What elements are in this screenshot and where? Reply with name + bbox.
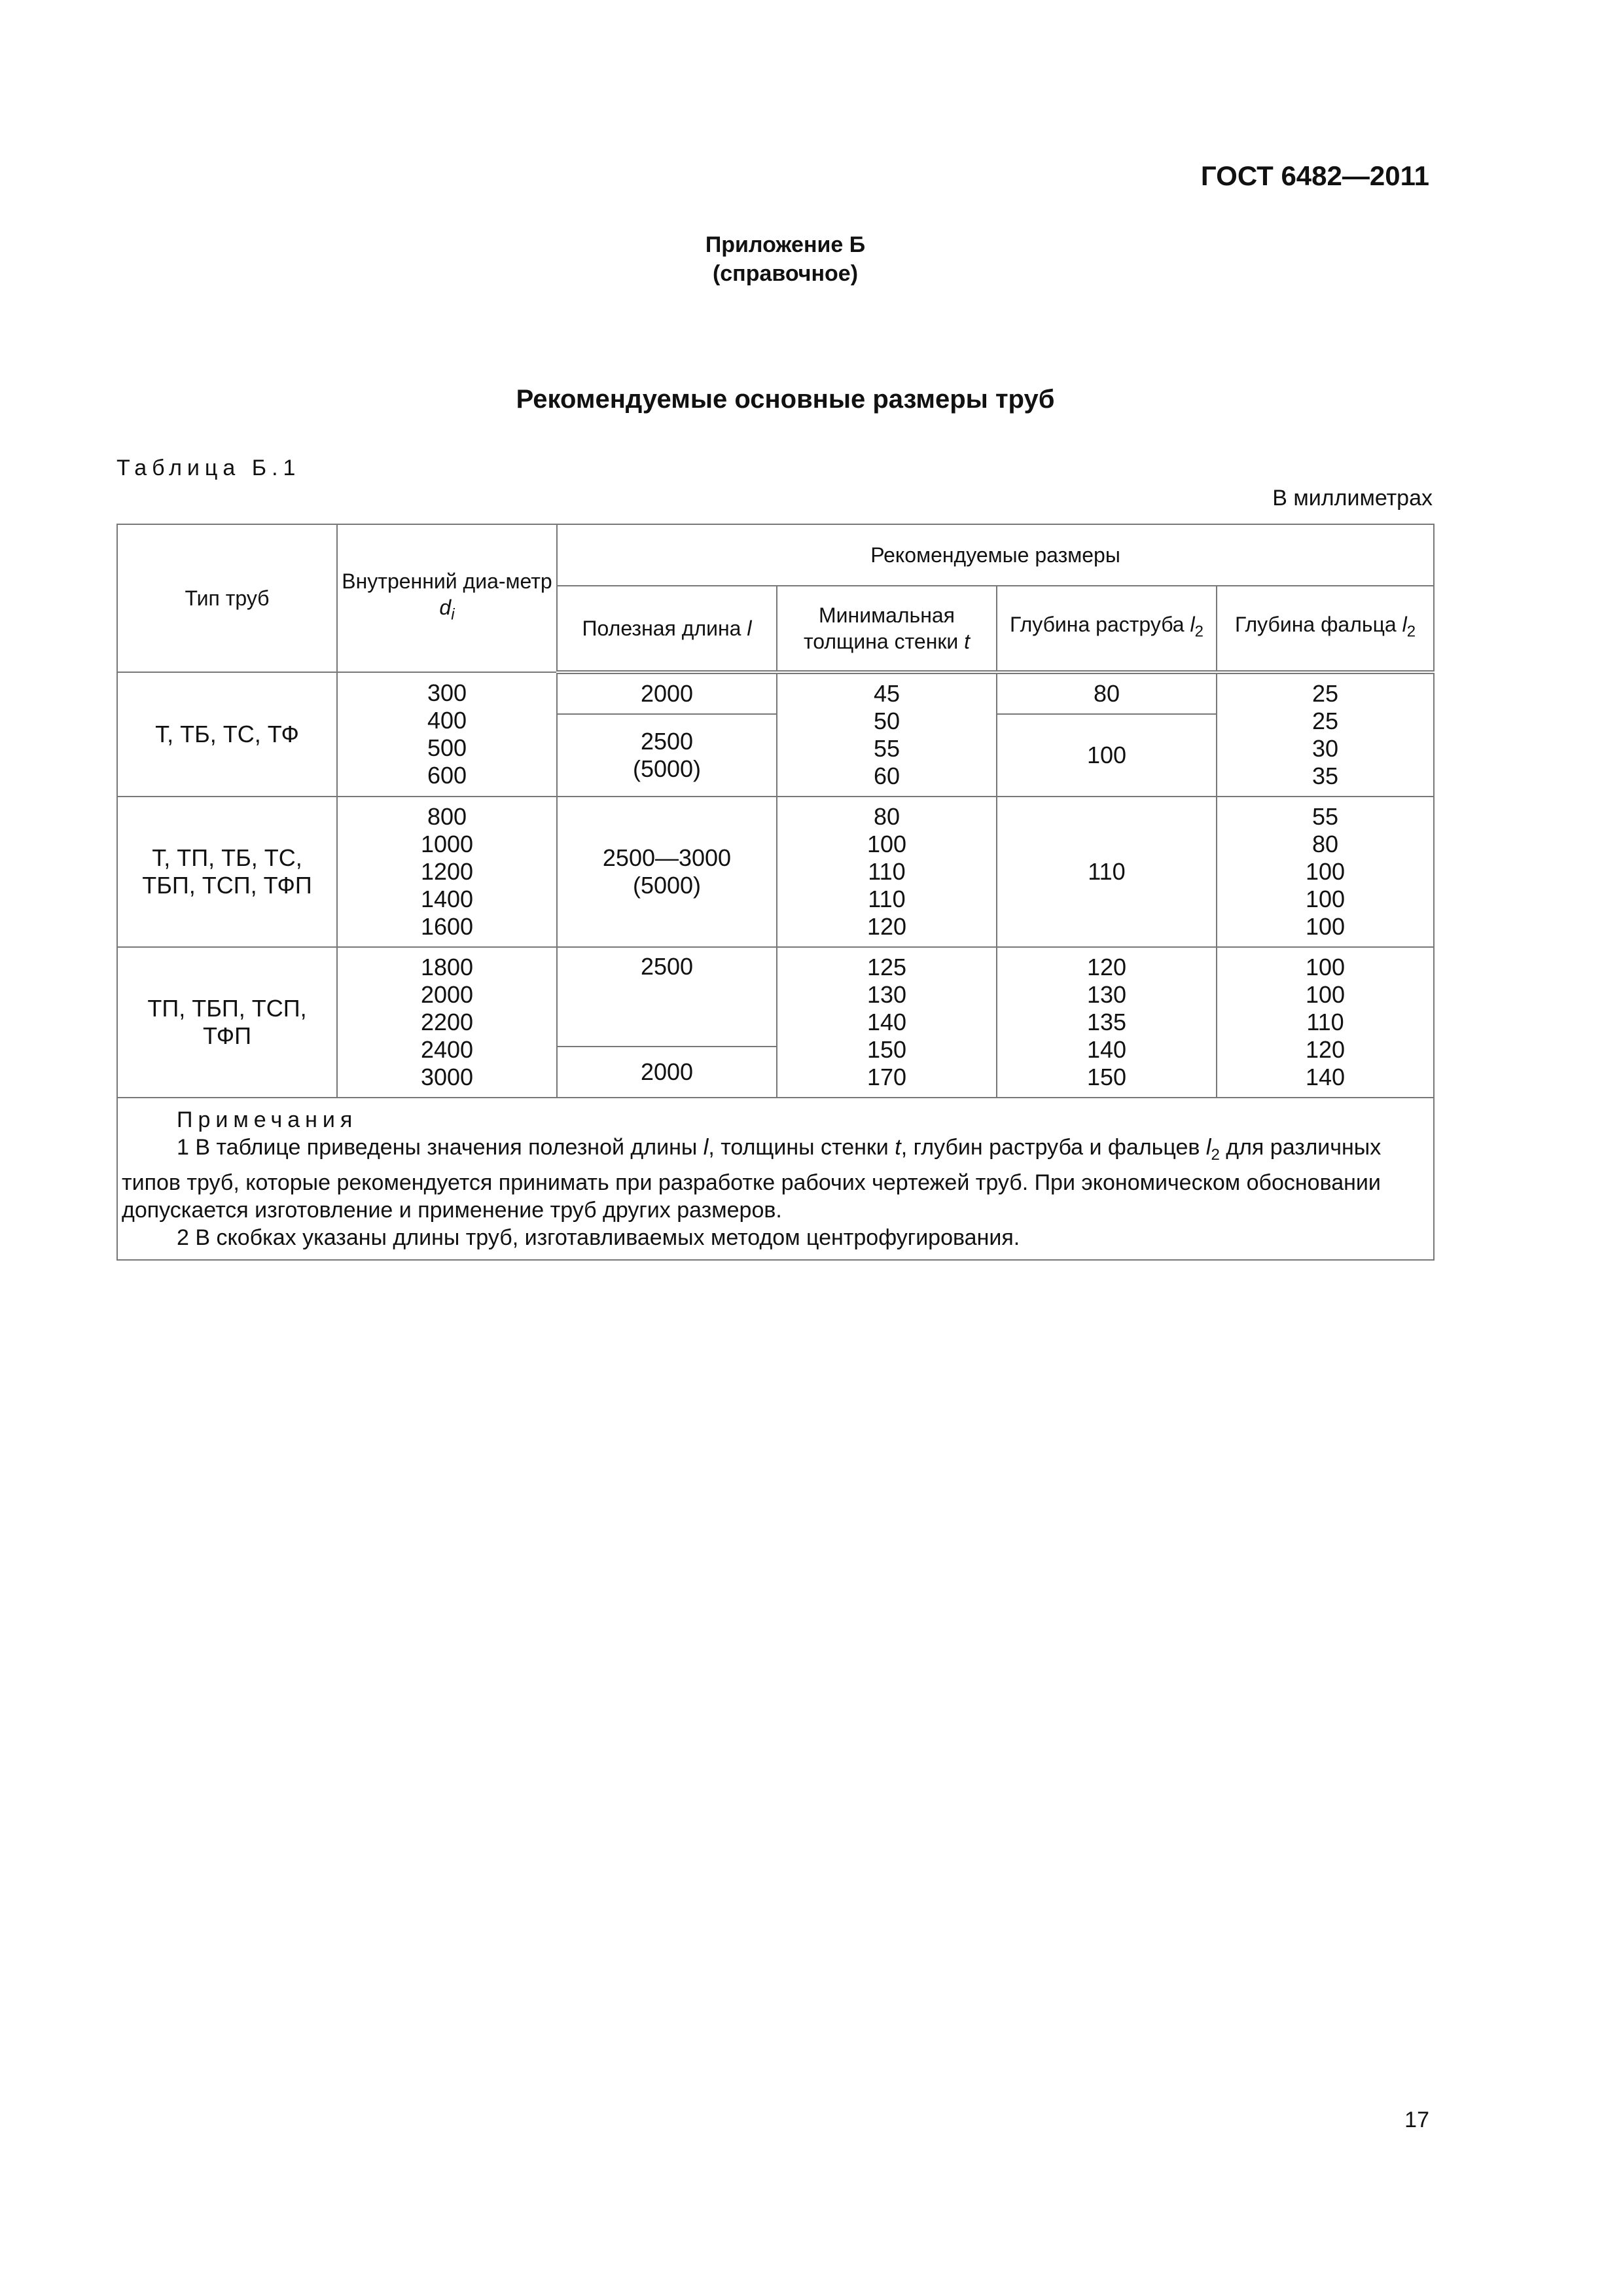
table-row bbox=[117, 797, 1434, 947]
cell-diameters: 800 1000 1200 1400 1600 bbox=[337, 797, 557, 947]
header-socket-depth bbox=[997, 586, 1217, 672]
page-number: 17 bbox=[1404, 2108, 1429, 2132]
header-socket-depth-text: Глубина раструба bbox=[1010, 613, 1190, 637]
units-note: В миллиметрах bbox=[1272, 486, 1433, 511]
annex-title: Приложение Б bbox=[705, 232, 866, 257]
note-1-part-a: 1 В таблице приведены значения полезной длины bbox=[177, 1135, 704, 1160]
symbol-l2-sub: 2 bbox=[1406, 622, 1416, 641]
symbol-t: t bbox=[895, 1135, 901, 1160]
header-rebate-depth-text: Глубина фальца bbox=[1234, 613, 1402, 637]
note-1-part-d: для различных типов труб, которые рекомендуется принимать при разработке рабочих чертежей труб. При экономическом обосновании допускается изготовление и применение труб других размеров. bbox=[122, 1135, 1382, 1223]
table-row bbox=[117, 947, 1434, 1047]
note-2: 2 В скобках указаны длины труб, изготавливаемых методом центрофугирования. bbox=[177, 1225, 1020, 1250]
cell-rebates: 55 80 100 100 100 bbox=[1217, 797, 1434, 947]
section-title: Рекомендуемые основные размеры труб bbox=[516, 385, 1055, 414]
table-row bbox=[117, 672, 1434, 714]
cell-walls: 45 50 55 60 bbox=[777, 672, 997, 797]
dimensions-table bbox=[116, 524, 1435, 1261]
symbol-d-sub: i bbox=[451, 605, 455, 624]
header-useful-length bbox=[557, 586, 777, 672]
symbol-l2: l bbox=[1190, 613, 1195, 637]
cell-pipe-type: ТП, ТБП, ТСП, ТФП bbox=[117, 947, 337, 1098]
header-pipe-type: Тип труб bbox=[117, 524, 337, 672]
symbol-l2-sub: 2 bbox=[1194, 622, 1204, 641]
symbol-d: d bbox=[439, 596, 452, 620]
cell-rebates: 25 25 30 35 bbox=[1217, 672, 1434, 797]
table-label: Таблица Б.1 bbox=[116, 456, 301, 480]
header-rebate-depth bbox=[1217, 586, 1434, 672]
header-min-wall bbox=[777, 586, 997, 672]
cell-length: 2500—3000 (5000) bbox=[557, 797, 777, 947]
cell-length: 2500 (5000) bbox=[557, 714, 777, 797]
cell-rebates: 100 100 110 120 140 bbox=[1217, 947, 1434, 1098]
cell-socket: 110 bbox=[997, 797, 1217, 947]
cell-length: 2000 bbox=[557, 672, 777, 714]
cell-pipe-type: Т, ТБ, ТС, ТФ bbox=[117, 672, 337, 797]
symbol-l2: l bbox=[1402, 613, 1407, 637]
document-code: ГОСТ 6482—2011 bbox=[1200, 160, 1429, 191]
note-1-part-c: , глубин раструба и фальцев bbox=[901, 1135, 1206, 1160]
annex-heading bbox=[0, 230, 1571, 288]
header-useful-length-text: Полезная длина bbox=[582, 617, 747, 640]
header-inner-diameter bbox=[337, 524, 557, 672]
cell-walls: 125 130 140 150 170 bbox=[777, 947, 997, 1098]
table-notes bbox=[117, 1098, 1434, 1260]
symbol-l2-sub: 2 bbox=[1211, 1145, 1220, 1164]
dimensions-table-wrapper bbox=[116, 524, 1433, 1261]
symbol-t: t bbox=[964, 630, 971, 653]
symbol-l: l bbox=[703, 1135, 709, 1160]
cell-sockets: 120 130 135 140 150 bbox=[997, 947, 1217, 1098]
cell-diameters: 300 400 500 600 bbox=[337, 672, 557, 797]
notes-title: Примечания bbox=[177, 1107, 358, 1132]
annex-status: (справочное) bbox=[712, 261, 859, 286]
symbol-l: l bbox=[747, 617, 752, 640]
cell-socket: 80 bbox=[997, 672, 1217, 714]
cell-length: 2000 bbox=[557, 1047, 777, 1098]
note-1-part-b: , толщины стенки bbox=[708, 1135, 895, 1160]
symbol-l2: l bbox=[1205, 1135, 1211, 1160]
cell-socket: 100 bbox=[997, 714, 1217, 797]
cell-diameters: 1800 2000 2200 2400 3000 bbox=[337, 947, 557, 1098]
header-min-wall-line1: Минимальная bbox=[818, 603, 955, 627]
cell-length: 2500 bbox=[557, 947, 777, 1047]
cell-walls: 80 100 110 110 120 bbox=[777, 797, 997, 947]
header-recommended: Рекомендуемые размеры bbox=[557, 524, 1434, 586]
header-inner-diameter-text: Внутренний диа-метр bbox=[342, 569, 552, 594]
cell-pipe-type: Т, ТП, ТБ, ТС, ТБП, ТСП, ТФП bbox=[117, 797, 337, 947]
header-min-wall-line2: толщина стенки bbox=[803, 630, 965, 653]
note-1 bbox=[122, 1134, 1423, 1224]
